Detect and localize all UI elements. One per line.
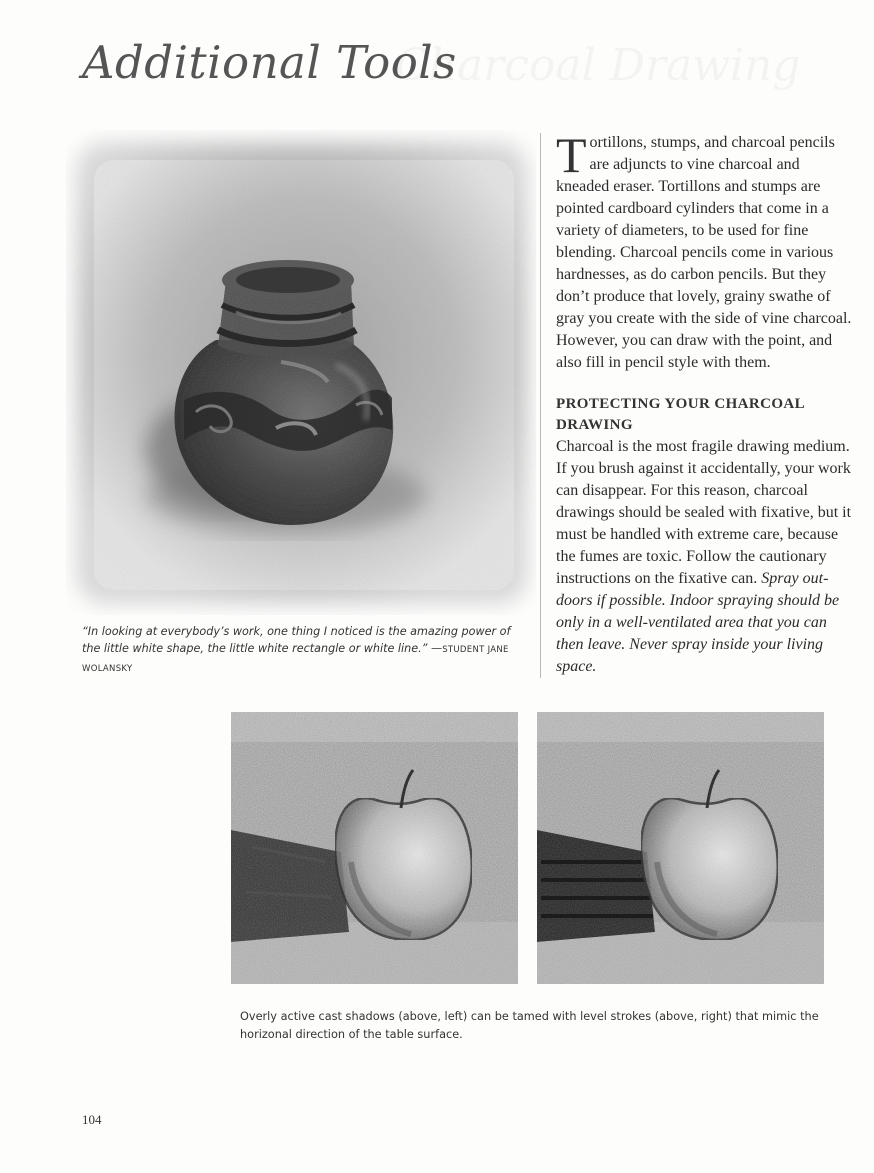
- apple-drawing-tamed-shadow: [537, 712, 824, 984]
- section-heading: PROTECTING YOUR CHARCOAL DRAWING: [556, 396, 805, 433]
- vase-caption: [82, 623, 512, 678]
- body-text-column: [556, 127, 856, 678]
- caption-quote: “In looking at everybody’s work, one thing I noticed is the amazing power of the little white shape, the little white rectangle or white line.”: [82, 625, 511, 655]
- section-paragraph: [556, 436, 856, 678]
- page-title: Additional Tools: [82, 36, 457, 89]
- caption-dash: —: [427, 642, 443, 655]
- charcoal-vase-illustration: [66, 130, 536, 615]
- intro-paragraph: [556, 127, 856, 374]
- section-italic-text: Spray outdoors if possible. Indoor spraying should be only in a well-ventilated area that you can then leave. Never spray inside your living space.: [556, 570, 840, 675]
- intro-text: ortillons, stumps, and charcoal pencils are adjuncts to vine charcoal and kneaded eraser. Tortillons and stumps are pointed cardboard cylinders that come in a variety of diameters, to be used for fine blending. Charcoal pencils come in various hardnesses, as do carbon pencils. But they don’t produce that lovely, grainy swathe of gray you create with the side of vine charcoal. However, you can draw with the point, and also fill in pencil style with them.: [556, 134, 852, 371]
- page-number: 104: [82, 1112, 102, 1127]
- section-text: Charcoal is the most fragile drawing medium. If you brush against it accidentally, your work can disappear. For this reason, charcoal drawings should be sealed with fixative, but it must be handled with extreme care, because the fumes are toxic. Follow the cautionary instructions on the fixative can.: [556, 438, 852, 587]
- show-through-ghost-text: [395, 40, 800, 91]
- apple-drawing-active-shadow: [231, 712, 518, 984]
- apples-caption: Overly active cast shadows (above, left) can be tamed with level strokes (above, right) that mimic the horizonal direction of the table surface.: [240, 1010, 819, 1041]
- caption-credit: STUDENT JANE WOLANSKY: [82, 645, 509, 674]
- column-divider: [540, 133, 541, 678]
- drop-cap: T: [556, 127, 587, 183]
